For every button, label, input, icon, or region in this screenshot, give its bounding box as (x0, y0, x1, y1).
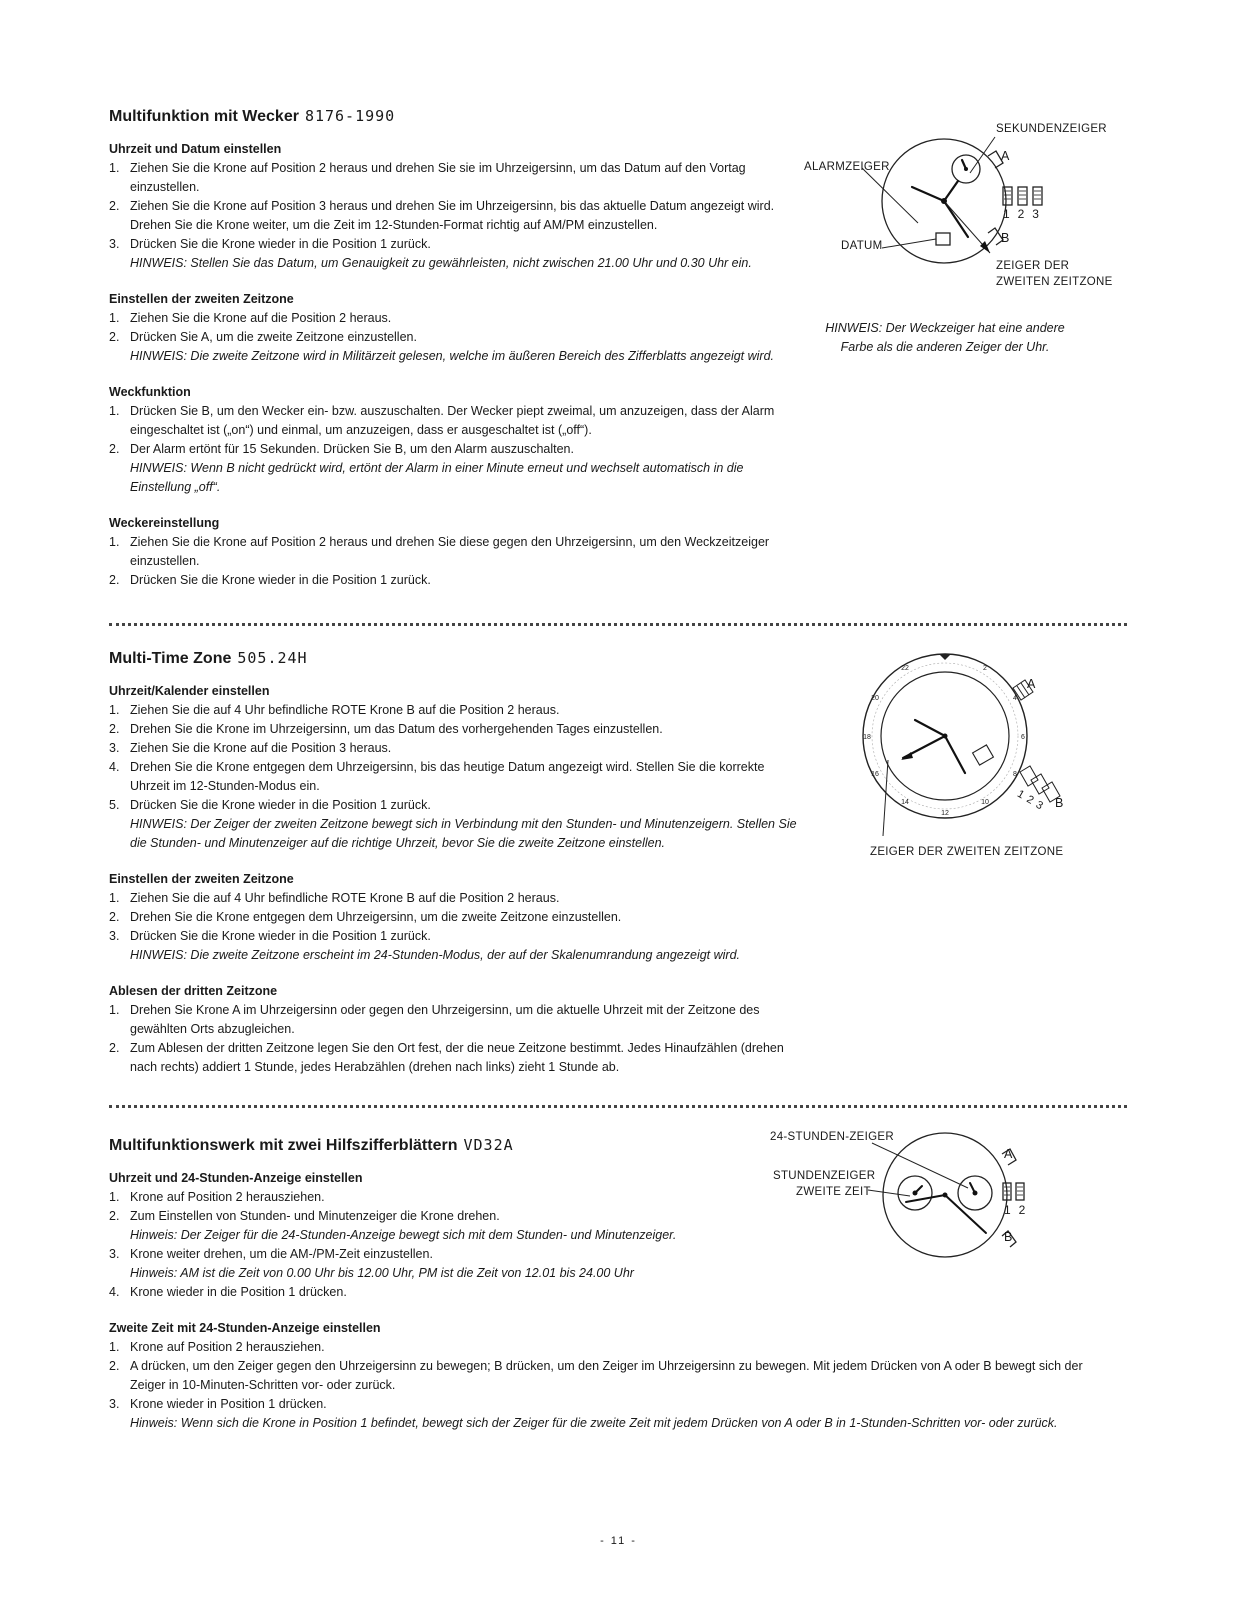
list-item: 1. Krone auf Position 2 herausziehen. (109, 1190, 325, 1204)
list-item: 1. Drücken Sie B, um den Wecker ein- bzw. auszuschalten. Der Wecker piept zweimal, um anzuzeigen, dass der Alarm eingeschaltet ist („on“) und einmal, um anzuzeigen, dass er ausgeschaltet ist („off“). (109, 404, 775, 437)
section-title: Multifunktion mit Wecker 8176-1990 (109, 107, 396, 125)
list-item: 1. Ziehen Sie die Krone auf Position 2 heraus und drehen Sie diese gegen den Uhrzeigersinn, um den Weckzeitzeiger einzustellen. (109, 535, 770, 568)
step-list (109, 1001, 799, 1077)
list-item: 2. Drehen Sie die Krone entgegen dem Uhrzeigersinn, um die zweite Zeitzone einzustellen. (109, 910, 622, 924)
label-zweite-zeitzone-2: ZWEITEN ZEITZONE (996, 276, 1113, 288)
list-item: 1. Ziehen Sie die auf 4 Uhr befindliche ROTE Krone B auf die Position 2 heraus. (109, 703, 560, 717)
label-b: B (1001, 231, 1010, 245)
list-item: 2. Drehen Sie die Krone im Uhrzeigersinn, um das Datum des vorhergehenden Tages einzustellen. (109, 722, 663, 736)
note: HINWEIS: Stellen Sie das Datum, um Genauigkeit zu gewährleisten, nicht zwischen 21.00 Uhr und 0.30 Uhr ein. (130, 256, 752, 270)
watch-illustration (855, 648, 1125, 848)
list-item: 2. Ziehen Sie die Krone auf Position 3 heraus und drehen Sie im Uhrzeigersinn, bis das aktuelle Datum angezeigt wird. Drehen Sie die Krone weiter, um die Zeit im 12-Stunden-Format richtig auf AM/PM einzustellen. (109, 199, 775, 232)
note: HINWEIS: Die zweite Zeitzone erscheint im 24-Stunden-Modus, der auf der Skalenumrandung angezeigt wird. (130, 948, 741, 962)
subheading: Einstellen der zweiten Zeitzone (109, 872, 294, 886)
svg-text:8: 8 (1013, 771, 1017, 778)
dotted-divider (109, 1105, 1127, 1108)
list-item: 3. Krone weiter drehen, um die AM-/PM-Zeit einzustellen. Hinweis: AM ist die Zeit von 0.00 Uhr bis 12.00 Uhr, PM ist die Zeit von 12.01 bis 24.00 Uhr (109, 1245, 749, 1283)
svg-text:12: 12 (941, 810, 949, 817)
note: HINWEIS: Wenn B nicht gedrückt wird, ertönt der Alarm in einer Minute erneut und wechselt automatisch in die Einstellung „off“. (130, 461, 744, 494)
subheading: Weckfunktion (109, 385, 191, 399)
model-number: 8176-1990 (304, 107, 396, 125)
step-list (109, 159, 799, 254)
section-title: Multi-Time Zone 505.24H (109, 649, 308, 667)
section-multi-time-zone (109, 646, 799, 1077)
svg-text:20: 20 (871, 695, 879, 702)
label-alarmzeiger: ALARMZEIGER (804, 161, 890, 173)
step-list (109, 402, 799, 459)
label-a: A (1027, 677, 1036, 691)
model-number: 505.24H (237, 649, 308, 667)
section-multifunktion-wecker (109, 104, 799, 590)
list-item: 1. Krone auf Position 2 herausziehen. (109, 1340, 325, 1354)
label-datum: DATUM (841, 240, 883, 252)
list-item: 3. Drücken Sie die Krone wieder in die Position 1 zurück. (109, 929, 431, 943)
label-stundenzeiger: STUNDENZEIGER (773, 1170, 876, 1182)
list-item: 2. Der Alarm ertönt für 15 Sekunden. Drücken Sie B, um den Alarm auszuschalten. (109, 442, 574, 456)
step-list (109, 1338, 1099, 1414)
subheading: Ablesen der dritten Zeitzone (109, 984, 278, 998)
subheading: Weckereinstellung (109, 516, 220, 530)
svg-text:2: 2 (983, 665, 987, 672)
svg-text:14: 14 (901, 799, 909, 806)
section-title: Multifunktionswerk mit zwei Hilfszifferblättern VD32A (109, 1136, 514, 1154)
note: HINWEIS: Der Zeiger der zweiten Zeitzone bewegt sich in Verbindung mit den Stunden- und Minutenzeigern. Stellen Sie die Stunden- und Minutenzeiger auf die richtige Uhrzeit, bevor Sie die zweite Zeitzone einstellen. (130, 817, 797, 850)
list-item: 5. Drücken Sie die Krone wieder in die Position 1 zurück. (109, 798, 431, 812)
svg-text:18: 18 (863, 734, 871, 741)
list-item: 3. Krone wieder in Position 1 drücken. (109, 1397, 327, 1411)
dotted-divider (109, 623, 1127, 626)
subheading: Einstellen der zweiten Zeitzone (109, 292, 294, 306)
label-sekundenzeiger: SEKUNDENZEIGER (996, 123, 1107, 135)
item-note: Hinweis: AM ist die Zeit von 0.00 Uhr bis 12.00 Uhr, PM ist die Zeit von 12.01 bis 24.00 Uhr (130, 1266, 634, 1280)
label-zweite-zeitzone-1: ZEIGER DER (996, 260, 1070, 272)
list-item: 2. Zum Einstellen von Stunden- und Minutenzeiger die Krone drehen. Hinweis: Der Zeiger für die 24-Stunden-Anzeige bewegt sich mit dem Stunden- und Minutenzeiger. (109, 1207, 749, 1245)
step-list (109, 889, 799, 946)
list-item: 3. Ziehen Sie die Krone auf die Position 3 heraus. (109, 741, 392, 755)
list-item: 2. Drücken Sie A, um die zweite Zeitzone einzustellen. (109, 330, 417, 344)
list-item: 4. Drehen Sie die Krone entgegen dem Uhrzeigersinn, bis das heutige Datum angezeigt wird. Stellen Sie die korrekte Uhrzeit im 12-Stunden-Modus ein. (109, 760, 765, 793)
label-a: A (1004, 1147, 1013, 1161)
note: HINWEIS: Die zweite Zeitzone wird in Militärzeit gelesen, welche im äußeren Bereich des Zifferblatts angezeigt wird. (130, 349, 775, 363)
subheading: Uhrzeit und Datum einstellen (109, 142, 282, 156)
label-positions: 1 2 (1004, 1203, 1026, 1217)
list-item: 1. Ziehen Sie die Krone auf die Position 2 heraus. (109, 311, 392, 325)
subheading: Uhrzeit und 24-Stunden-Anzeige einstellen (109, 1171, 363, 1185)
figure-note: HINWEIS: Der Weckzeiger hat eine andere Farbe als die anderen Zeiger der Uhr. (825, 321, 1065, 354)
label-b: B (1055, 796, 1064, 810)
subheading: Uhrzeit/Kalender einstellen (109, 684, 270, 698)
page-number: - 11 - (600, 1535, 637, 1547)
list-item: 1. Drehen Sie Krone A im Uhrzeigersinn oder gegen den Uhrzeigersinn, um die aktuelle Uhrzeit mit der Zeitzone des gewählten Orts abzugleichen. (109, 1003, 760, 1036)
label-24-stunden-zeiger: 24-STUNDEN-ZEIGER (770, 1131, 894, 1143)
step-list (109, 533, 799, 590)
subheading: Zweite Zeit mit 24-Stunden-Anzeige einstellen (109, 1321, 381, 1335)
item-note: Hinweis: Der Zeiger für die 24-Stunden-Anzeige bewegt sich mit dem Stunden- und Minutenzeiger. (130, 1228, 677, 1242)
step-list (109, 1188, 749, 1302)
label-a: A (1001, 149, 1010, 163)
list-item: 4. Krone wieder in die Position 1 drücken. (109, 1285, 347, 1299)
label-positions: 1 2 3 (1015, 788, 1046, 813)
list-item: 3. Drücken Sie die Krone wieder in die Position 1 zurück. (109, 237, 431, 251)
list-item: 1. Ziehen Sie die Krone auf Position 2 heraus und drehen Sie sie im Uhrzeigersinn, um das Datum auf den Vortag einzustellen. (109, 161, 746, 194)
svg-text:6: 6 (1021, 734, 1025, 741)
label-positions: 1 2 3 (1003, 207, 1040, 221)
svg-text:4: 4 (1013, 695, 1017, 702)
watch-diagram-multi-time-zone (855, 648, 1125, 868)
svg-text:16: 16 (871, 771, 879, 778)
watch-diagram-vd32a (770, 1128, 1070, 1278)
list-item: 2. Drücken Sie die Krone wieder in die Position 1 zurück. (109, 573, 431, 587)
watch-diagram-alarm (800, 115, 1120, 365)
label-zeiger-zweite-zeitzone: ZEIGER DER ZWEITEN ZEITZONE (870, 846, 1064, 858)
step-list (109, 701, 799, 815)
label-zweite-zeit: ZWEITE ZEIT (796, 1186, 871, 1198)
label-b: B (1004, 1230, 1013, 1244)
svg-text:22: 22 (901, 665, 909, 672)
list-item: 2. A drücken, um den Zeiger gegen den Uhrzeigersinn zu bewegen; B drücken, um den Zeiger im Uhrzeigersinn zu bewegen. Mit jedem Drücken von A oder B bewegt sich der Zeiger in 10-Minuten-Schritten vor- oder zurück. (109, 1359, 1083, 1392)
list-item: 2. Zum Ablesen der dritten Zeitzone legen Sie den Ort fest, der die neue Zeitzone bestimmt. Jedes Hinaufzählen (drehen nach rechts) addiert 1 Stunde, jedes Herabzählen (drehen nach links) zieht 1 Stunde ab. (109, 1041, 784, 1074)
note: Hinweis: Wenn sich die Krone in Position 1 befindet, bewegt sich der Zeiger für die zweite Zeit mit jedem Drücken von A oder B in 1-Stunden-Schritten vor- oder zurück. (130, 1416, 1058, 1430)
list-item: 1. Ziehen Sie die auf 4 Uhr befindliche ROTE Krone B auf die Position 2 heraus. (109, 891, 560, 905)
svg-text:10: 10 (981, 799, 989, 806)
step-list (109, 309, 799, 347)
model-number: VD32A (463, 1136, 514, 1154)
